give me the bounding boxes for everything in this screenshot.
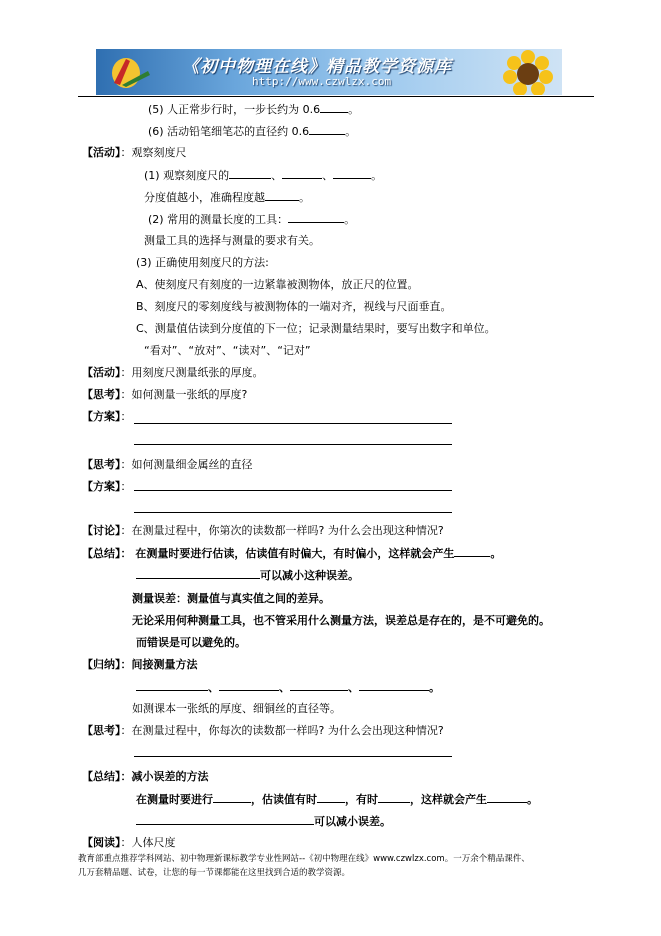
sunflower-icon	[498, 49, 558, 95]
error-unavoidable: 无论采用何种测量工具，也不管采用什么测量方法，误差总是存在的，是不可避免的。	[132, 614, 550, 627]
induction: 【归纳】：间接测量方法	[82, 658, 198, 671]
answer-blank[interactable]	[136, 680, 208, 691]
reading: 【阅读】：人体尺度	[82, 836, 176, 849]
banner-title: 《初中物理在线》精品教学资源库	[182, 57, 452, 77]
item-5: (5) 人正常步行时，一步长约为 0.6 。	[148, 103, 360, 116]
header-banner	[96, 49, 562, 95]
header-divider	[78, 96, 594, 97]
division-value-line: 分度值越小，准确程度越 。	[144, 191, 310, 204]
answer-blank[interactable]	[282, 168, 322, 179]
answer-line[interactable]	[134, 490, 452, 491]
plan-wire: 【方案】：	[82, 480, 132, 493]
summary-reduce-error: 【总结】：减小误差的方法	[82, 770, 209, 783]
answer-blank[interactable]	[136, 814, 314, 825]
answer-blank[interactable]	[378, 792, 410, 803]
answer-blank[interactable]	[290, 680, 348, 691]
banner-url: http://www.czwlzx.com	[252, 75, 392, 88]
answer-blank[interactable]	[219, 680, 279, 691]
observe-item-1: (1) 观察刻度尺的 、 、 。	[144, 169, 383, 182]
summary-reduce-blanks: 在测量时要进行 ，估读值有时 ，有时 ，这样就会产生 。	[136, 793, 538, 806]
answer-blank[interactable]	[454, 546, 490, 557]
footer-line-2: 几万套精品题、试卷，让您的每一节课都能在这里找到合适的教学资源。	[78, 868, 351, 878]
answer-blank[interactable]	[317, 792, 345, 803]
answer-blank[interactable]	[333, 168, 371, 179]
summary-estimation: 【总结】： 在测量时要进行估读，估读值有时偏大，有时偏小，这样就会产生 。	[82, 547, 502, 560]
answer-blank[interactable]	[213, 792, 251, 803]
answer-blank[interactable]	[265, 190, 299, 201]
answer-line[interactable]	[134, 423, 452, 424]
answer-blank[interactable]	[320, 102, 348, 113]
example-text: 如测课本一张纸的厚度、细铜丝的直径等。	[132, 702, 341, 715]
error-definition: 测量误差：测量值与真实值之间的差异。	[132, 592, 330, 605]
answer-blank[interactable]	[229, 168, 271, 179]
activity-observe-ruler: 【活动】：观察刻度尺	[82, 146, 187, 159]
answer-blank[interactable]	[136, 568, 260, 579]
method-a: A、使刻度尺有刻度的一边紧靠被测物体，放正尺的位置。	[136, 278, 419, 291]
footer	[78, 852, 594, 880]
plan-paper: 【方案】：	[82, 410, 132, 423]
answer-line[interactable]	[134, 512, 452, 513]
answer-line[interactable]	[134, 756, 452, 757]
tool-line: (2) 常用的测量长度的工具： 。	[148, 213, 356, 226]
answer-blank[interactable]	[487, 792, 527, 803]
footer-line-1: 教育部重点推荐学科网站、初中物理新课标教学专业性网站--《初中物理在线》www.czwlzx.com。一万余个精品课件、	[78, 854, 530, 864]
think-paper: 【思考】：如何测量一张纸的厚度?	[82, 388, 248, 401]
method-c: C、测量值估读到分度值的下一位；记录测量结果时，要写出数字和单位。	[136, 322, 496, 335]
relation-text: 测量工具的选择与测量的要求有关。	[144, 234, 320, 247]
method-heading: (3) 正确使用刻度尺的方法:	[136, 256, 269, 269]
answer-blank[interactable]	[359, 680, 429, 691]
discussion: 【讨论】：在测量过程中，你第次的读数都一样吗? 为什么会出现这种情况?	[82, 524, 444, 537]
four-rights: “看对”、“放对”、“读对”、“记对”	[144, 344, 311, 357]
answer-blank[interactable]	[288, 212, 344, 223]
answer-line[interactable]	[134, 444, 452, 445]
item-6: (6) 活动铅笔细笔芯的直径约 0.6 。	[148, 125, 357, 138]
method-b: B、刻度尺的零刻度线与被测物体的一端对齐，视线与尺面垂直。	[136, 300, 452, 313]
summary-reduce-end: 可以减小误差。	[136, 814, 391, 829]
answer-blank[interactable]	[309, 124, 345, 135]
mistake-avoidable: 而错误是可以避免的。	[136, 636, 246, 649]
activity-paper-thickness: 【活动】：用刻度尺测量纸张的厚度。	[82, 366, 264, 379]
site-logo-icon	[104, 53, 164, 91]
summary-reduce: 可以减小这种误差。	[136, 568, 359, 583]
think-readings: 【思考】：在测量过程中，你每次的读数都一样吗? 为什么会出现这种情况?	[82, 724, 444, 737]
think-wire: 【思考】：如何测量细金属丝的直径	[82, 458, 253, 471]
induction-blanks: 、 、 、 。	[136, 680, 440, 695]
